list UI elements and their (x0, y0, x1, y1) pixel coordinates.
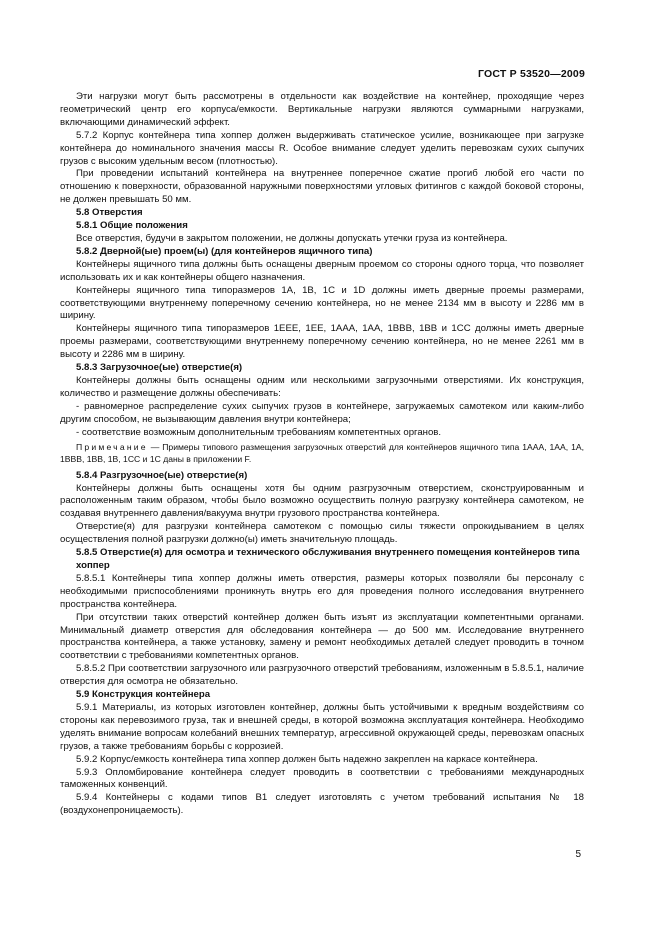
list-item: - соответствие возможным дополнительным требованиям компетентных органов. (76, 426, 442, 438)
section-heading-5-8: 5.8 Отверстия (76, 207, 143, 219)
list-item: - равномерное распределение сухих сыпучих грузов в контейнере, загружаемых самотеком или каким-либо другим способом, не вызывающим давления внутри контейнера; (60, 400, 584, 425)
paragraph-5-9-3: 5.9.3 Опломбирование контейнера следует проводить в соответствии с требованиями международных таможенных конвенций. (60, 766, 584, 791)
section-heading-5-8-1: 5.8.1 Общие положения (76, 220, 188, 232)
paragraph: Все отверстия, будучи в закрытом положении, не должны допускать утечки груза из контейнера. (76, 232, 508, 244)
paragraph: Эти нагрузки могут быть рассмотрены в отдельности как воздействие на контейнер, проходящие через геометрический центр его корпуса/емкости. Вертикальные нагрузки являются суммарными нагрузками, включающими динамический эффект. (60, 91, 584, 128)
section-heading-5-8-4: 5.8.4 Разгрузочное(ые) отверстие(я) (76, 469, 248, 481)
page-number: 5 (575, 849, 581, 860)
paragraph: При проведении испытаний контейнера на внутреннее поперечное сжатие прогиб любой его части по отношению к поверхности, образованной наружными поверхностями угловых фитингов с каждой боковой стороны, не должен превышать 50 мм. (60, 168, 584, 206)
paragraph: Отверстие(я) для разгрузки контейнера самотеком с помощью силы тяжести опрокидыванием в целях осуществления полной разгрузки должно(ы) иметь значительную площадь. (60, 521, 584, 546)
note (60, 442, 584, 465)
paragraph-5-8-5-1: 5.8.5.1 Контейнеры типа хоппер должны иметь отверстия, размеры которых позволяли бы персоналу с необходимыми приспособлениями проникнуть внутрь его для проведения полного исследования внутреннего пространства контейнера. (60, 572, 584, 610)
section-heading-5-8-5: 5.8.5 Отверстие(я) для осмотра и технического обслуживания внутреннего помещения контейнеров типа хоппер (76, 547, 580, 571)
paragraph: Контейнеры ящичного типа типоразмеров 1ЕЕЕ, 1ЕЕ, 1ААА, 1АА, 1ВВВ, 1ВВ и 1СС должны иметь дверные проемы размерами, соответствующими внутреннему поперечному сечению контейнера, но не менее 2261 мм в высоту и 2286 мм в ширину. (60, 323, 584, 361)
paragraph-5-9-1: 5.9.1 Материалы, из которых изготовлен контейнер, должны быть устойчивыми к вредным воздействиям со стороны как перевозимого груза, так и внешней среды, в которой возможна эксплуатация контейнера. Необходимо уделять внимание вопросам колебаний внешних температур, агрессивной окружающей среды, перевозкам опасных грузов, а также требованиям борьбы с коррозией. (60, 701, 584, 752)
paragraph: Контейнеры должны быть оснащены одним или несколькими загрузочными отверстиями. Их конструкция, количество и размещение должны обеспечивать: (60, 374, 584, 399)
paragraph: Контейнеры должны быть оснащены хотя бы одним разгрузочным отверстием, сконструированным и расположенным таким образом, чтобы было возможно осуществить полную разгрузку контейнера самотеком, не создавая внутреннего давления/вакуума внутри грузового пространства контейнера. (60, 482, 584, 520)
paragraph: Контейнеры ящичного типа типоразмеров 1А, 1В, 1С и 1D должны иметь дверные проемы размерами, соответствующими внутреннему поперечному сечению контейнера, но не менее 2134 мм в высоту и 2286 мм в ширину. (60, 284, 584, 322)
paragraph-5-7-2: 5.7.2 Корпус контейнера типа хоппер должен выдерживать статическое усилие, возникающее при загрузке контейнера до номинального значения массы R. Особое внимание следует уделить перевозкам сухих сыпучих грузов с высоким удельным весом (плотностью). (60, 129, 584, 167)
note-text: — Примеры типового размещения загрузочных отверстий для контейнеров ящичного типа 1ААА, 1АА, 1А, 1ВВВ, 1ВВ, 1В, 1СС и 1С даны в приложении F. (60, 442, 584, 465)
section-heading-5-8-2: 5.8.2 Дверной(ые) проем(ы) (для контейнеров ящичного типа) (76, 245, 373, 257)
paragraph-5-9-2: 5.9.2 Корпус/емкость контейнера типа хоппер должен быть надежно закреплен на каркасе контейнера. (76, 753, 538, 765)
paragraph: При отсутствии таких отверстий контейнер должен быть изъят из эксплуатации компетентными органами. Минимальный диаметр отверстия для обследования контейнера — до 500 мм. Исследование внутреннего пространства контейнера, а также установку, замену и ремонт необходимых деталей следует проводить в точном соответствии с требованиями компетентных органов. (60, 611, 584, 662)
document-body (60, 91, 584, 818)
standard-code-header: ГОСТ Р 53520—2009 (477, 68, 585, 80)
paragraph: Контейнеры ящичного типа должны быть оснащены дверным проемом со стороны одного торца, что позволяет использовать их и как контейнеры общего назначения. (60, 258, 584, 283)
paragraph-5-9-4: 5.9.4 Контейнеры с кодами типов В1 следует изготовлять с учетом требований испытания № 18 (воздухонепроницаемость). (60, 792, 584, 817)
section-heading-5-8-3: 5.8.3 Загрузочное(ые) отверстие(я) (76, 362, 243, 374)
section-heading-5-9: 5.9 Конструкция контейнера (76, 689, 211, 701)
paragraph-5-8-5-2: 5.8.5.2 При соответствии загрузочного или разгрузочного отверстий требованиям, изложенным в 5.8.5.1, наличие отверстия для осмотра не обязательно. (60, 663, 584, 688)
note-label: Примечание (76, 442, 148, 453)
